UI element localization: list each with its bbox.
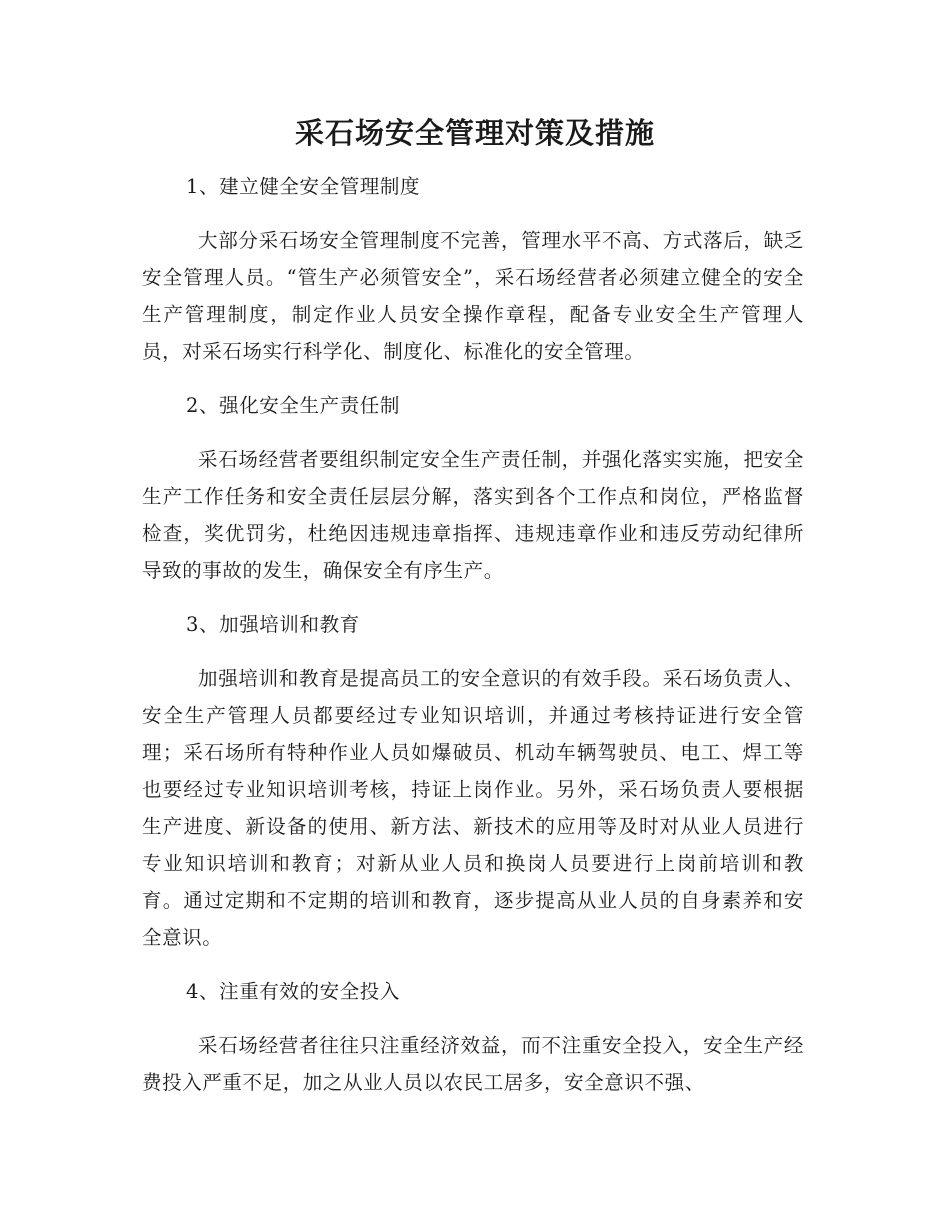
section-heading-4: 4、注重有效的安全投入 bbox=[186, 980, 401, 1003]
section-heading-2: 2、强化安全生产责任制 bbox=[186, 394, 401, 417]
section-heading-1: 1、建立健全安全管理制度 bbox=[186, 175, 421, 198]
document-body bbox=[142, 168, 804, 1101]
section-paragraph-3: 加强培训和教育是提高员工的安全意识的有效手段。采石场负责人、安全生产管理人员都要经过专业知识培训，并通过考核持证进行安全管理；采石场所有特种作业人员如爆破员、机动车辆驾驶员、电工、焊工等也要经过专业知识培训考核，持证上岗作业。另外，采石场负责人要根据生产进度、新设备的使用、新方法、新技术的应用等及时对从业人员进行专业知识培训和教育；对新从业人员和换岗人员要进行上岗前培训和教育。通过定期和不定期的培训和教育，逐步提高从业人员的自身素养和安全意识。 bbox=[142, 667, 804, 949]
section-paragraph-2: 采石场经营者要组织制定安全生产责任制，并强化落实实施，把安全生产工作任务和安全责任层层分解，落实到各个工作点和岗位，严格监督检查，奖优罚劣，杜绝因违规违章指挥、违规违章作业和违反劳动纪律所导致的事故的发生，确保安全有序生产。 bbox=[142, 448, 804, 582]
section-heading-3: 3、加强培训和教育 bbox=[186, 613, 360, 636]
section-paragraph-4: 采石场经营者往往只注重经济效益，而不注重安全投入，安全生产经费投入严重不足，加之从业人员以农民工居多，安全意识不强、 bbox=[142, 1034, 804, 1094]
section-paragraph-1: 大部分采石场安全管理制度不完善，管理水平不高、方式落后，缺乏安全管理人员。“管生产必须管安全”，采石场经营者必须建立健全的安全生产管理制度，制定作业人员安全操作章程，配备专业安全生产管理人员，对采石场实行科学化、制度化、标准化的安全管理。 bbox=[142, 229, 804, 363]
document-title: 采石场安全管理对策及措施 bbox=[294, 116, 655, 150]
